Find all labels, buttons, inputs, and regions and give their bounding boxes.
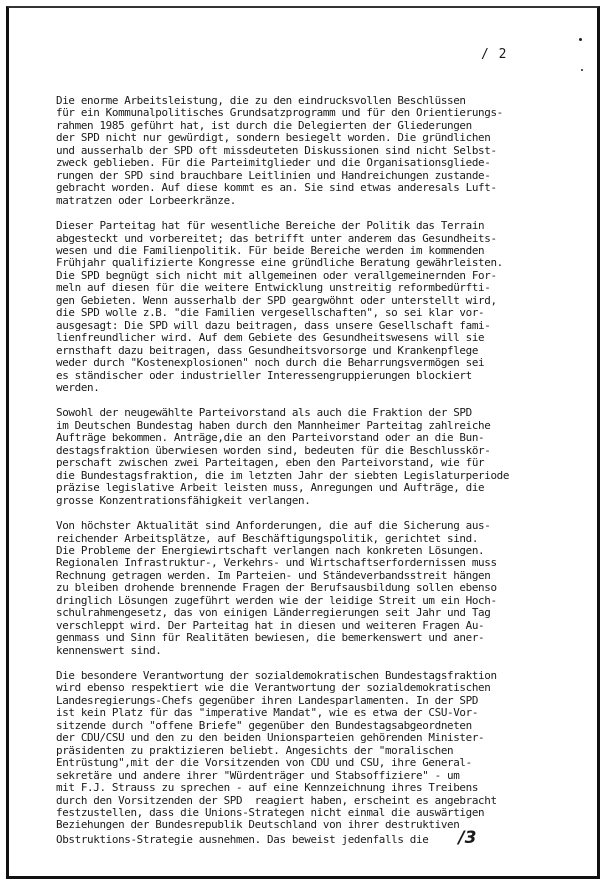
text-line: Obstruktions-Strategie ausnehmen. Das beweist jedenfalls die <box>56 832 429 846</box>
text-line: im Deutschen Bundestag haben durch den Mannheimer Parteitag zahlreiche <box>56 418 491 432</box>
text-line: wird ebenso respektiert wie die Verantwortung der sozialdemokratischen <box>56 681 491 695</box>
text-line: destagsfraktion überwiesen worden sind, bedeuten für die Beschlusskör- <box>56 443 491 457</box>
text-line: matratzen oder Lorbeerkränze. <box>56 193 236 207</box>
text-line: der CDU/CSU und den zu den beiden Unionsparteien gehörenden Minister- <box>56 731 485 745</box>
text-line: die Bundestagsfraktion, die im letzten Jahr der siebten Legislaturperiode <box>56 468 510 482</box>
text-line: perschaft zwischen zwei Parteitagen, eben den Parteivorstand, wie für <box>56 456 485 470</box>
text-line: Die enorme Arbeitsleistung, die zu den eindrucksvollen Beschlüssen <box>56 94 466 107</box>
text-line: Sowohl der neugewählte Parteivorstand als auch die Fraktion der SPD <box>56 406 472 420</box>
text-line: weder durch "Kostenexplosionen" noch durch die Beharrungsvermögen sei <box>56 356 485 370</box>
text-line: verschleppt wird. Der Parteitag hat in diesen und weiteren Fragen Au- <box>56 618 485 632</box>
text-line: und ausserhalb der SPD oft missdeuteten Diskussionen sind nicht Selbst- <box>56 143 497 157</box>
text-line: Die Probleme der Energiewirtschaft verlangen nach konkreten Lösungen. <box>56 543 485 557</box>
text-line: Regionalen Infrastruktur-, Verkehrs- und Wirtschaftserfordernissen muss <box>56 556 497 570</box>
page-number: / 2 <box>481 47 508 62</box>
text-line: werden. <box>56 380 100 394</box>
text-line: lienfreundlicher wird. Auf dem Gebiete des Gesundheitswesens will sie <box>56 331 485 345</box>
paragraph-5 <box>56 670 584 846</box>
document-body <box>56 95 584 859</box>
text-line: dringlich Lösungen zugeführt werden wie der leidige Streit um ein Hoch- <box>56 593 497 607</box>
text-line: Dieser Parteitag hat für wesentliche Bereiche der Politik das Terrain <box>56 219 485 233</box>
text-line: Landesregierungs-Chefs gegenüber ihren Landesparlamenten. In der SPD <box>56 693 479 707</box>
paragraph-1 <box>56 95 584 207</box>
text-line: ernsthaft dazu beitragen, dass Gesundheitsvorsorge und Krankenpflege <box>56 343 479 357</box>
text-line: grosse Konzentrationsfähigkeit verlangen. <box>56 493 311 507</box>
text-line: präsidenten zu praktizieren beliebt. Angesichts der "moralischen <box>56 743 454 757</box>
text-line: festzustellen, dass die Unions-Strategen nicht einmal die auswärtigen <box>56 806 485 820</box>
text-line: rungen der SPD sind brauchbare Leitlinien und Handreichungen zustande- <box>56 168 491 182</box>
text-line: Aufträge bekommen. Anträge,die an den Parteivorstand oder an die Bun- <box>56 431 485 445</box>
text-line: gen Gebieten. Wenn ausserhalb der SPD geargwöhnt oder unterstellt wird, <box>56 293 497 307</box>
text-line: Rechnung getragen werden. Im Parteien- und Ständeverbandsstreit hängen <box>56 568 491 582</box>
text-line: gebracht worden. Auf diese kommt es an. Sie sind etwas anderesals Luft- <box>56 181 497 195</box>
paragraph-4 <box>56 520 584 657</box>
text-line: Entrüstung",mit der die Vorsitzenden von CDU und CSU, ihre General- <box>56 756 472 770</box>
text-line: die SPD wolle z.B. "die Familien vergesellschaften", so sei klar vor- <box>56 306 485 320</box>
text-line: der SPD nicht nur gewürdigt, sondern besiegelt worden. Die gründlichen <box>56 131 491 145</box>
text-line: schulrahmengesetz, das von einigen Länderregierungen seit Jahr und Tag <box>56 606 491 620</box>
text-line: durch den Vorsitzenden der SPD reagiert haben, erscheint es angebracht <box>56 793 497 807</box>
paragraph-3 <box>56 407 584 507</box>
text-line: abgesteckt und vorbereitet; das betrifft unter anderem das Gesundheits- <box>56 231 497 245</box>
text-line: Beziehungen der Bundesrepublik Deutschland von ihrer destruktiven <box>56 818 460 832</box>
text-line: genmass und Sinn für Realitäten bewiesen, die bemerkenswert und aner- <box>56 631 485 645</box>
text-line: es ständischer oder industrieller Interessengruppierungen blockiert <box>56 368 472 382</box>
text-line: mit F.J. Strauss zu sprechen - auf eine Kennzeichnung ihres Treibens <box>56 781 479 795</box>
text-line: präzise legislative Arbeit leisten muss, Anregungen und Aufträge, die <box>56 481 485 495</box>
text-line: für ein Kommunalpolitisches Grundsatzprogramm und für den Orientierungs- <box>56 106 503 120</box>
text-line: meln auf diesen für die weitere Entwicklung unstreitig reformbedürfti- <box>56 281 491 295</box>
text-line: Die besondere Verantwortung der sozialdemokratischen Bundestagsfraktion <box>56 669 497 683</box>
text-line: zweck geblieben. Für die Parteimitglieder und die Organisationsgliede- <box>56 156 491 170</box>
text-line: reichender Arbeitsplätze, auf Beschäftigungspolitik, gerichtet sind. <box>56 531 479 545</box>
text-line: Von höchster Aktualität sind Anforderungen, die auf die Sicherung aus- <box>56 519 491 533</box>
text-line: zu bleiben drohende brennende Fragen der Berufsausbildung sollen ebenso <box>56 581 497 595</box>
paragraph-2 <box>56 220 584 394</box>
text-line: wesen und die Familienpolitik. Für beide Bereiche werden im kommenden <box>56 243 485 257</box>
last-text-line <box>56 827 584 848</box>
text-line: ist kein Platz für das "imperative Mandat", wie es etwa der CSU-Vor- <box>56 706 479 720</box>
text-line: Die SPD begnügt sich nicht mit allgemeinen oder verallgemeinernden For- <box>56 268 497 282</box>
continuation-marker: /3 <box>458 827 477 848</box>
text-line: sitzende durch "offene Briefe" gegenüber den Bundestagsabgeordneten <box>56 718 472 732</box>
text-line: Frühjahr qualifizierte Kongresse eine gründliche Beratung gewährleisten. <box>56 256 503 270</box>
text-line: ausgesagt: Die SPD will dazu beitragen, dass unsere Gesellschaft fami- <box>56 318 491 332</box>
text-line: kennenswert sind. <box>56 643 162 657</box>
text-line: sekretäre und andere ihrer "Würdenträger und Stabsoffiziere" - um <box>56 768 460 782</box>
text-line: rahmen 1985 geführt hat, ist durch die Delegierten der Gliederungen <box>56 118 472 132</box>
